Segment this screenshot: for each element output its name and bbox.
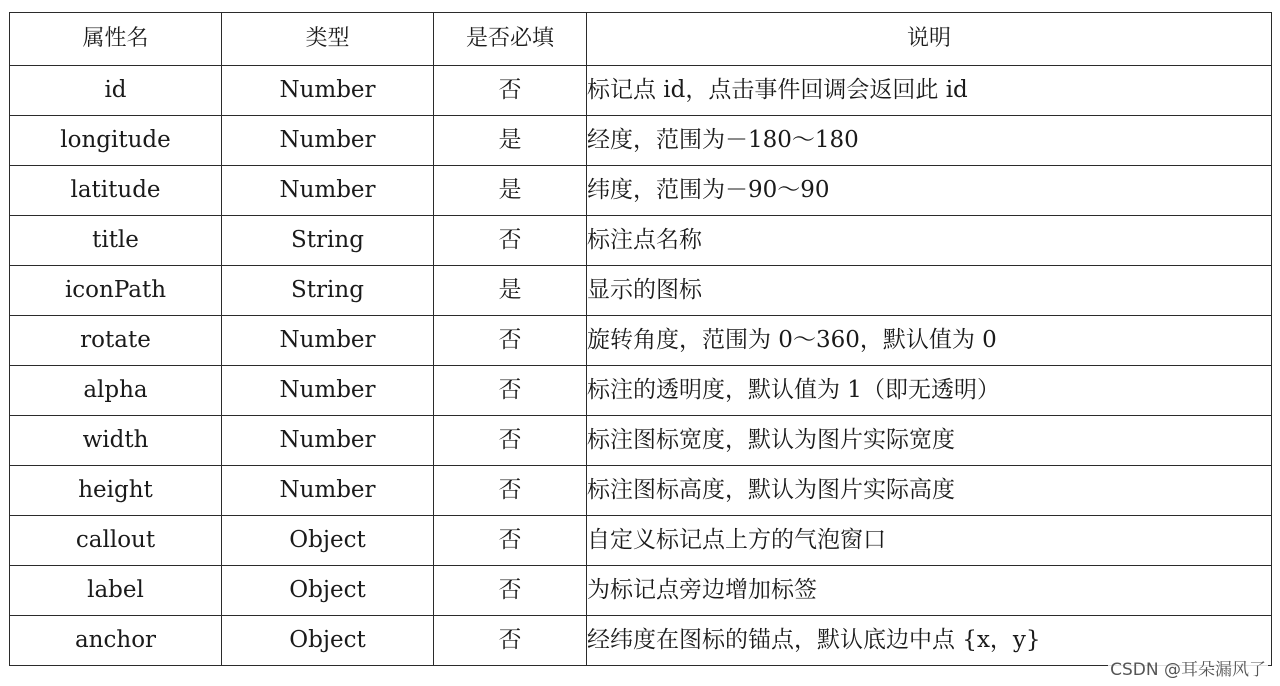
cell-required: 否 — [434, 566, 587, 616]
table-row — [10, 516, 1272, 566]
cell-attribute-name: width — [10, 416, 222, 466]
table-row — [10, 216, 1272, 266]
cell-attribute-name: id — [10, 66, 222, 116]
cell-attribute-name: iconPath — [10, 266, 222, 316]
cell-type: Number — [222, 416, 434, 466]
attribute-table — [9, 12, 1272, 666]
cell-attribute-name: height — [10, 466, 222, 516]
table-row — [10, 166, 1272, 216]
cell-description: 纬度，范围为－90～90 — [587, 166, 1272, 216]
cell-type: Number — [222, 466, 434, 516]
cell-required: 否 — [434, 216, 587, 266]
cell-attribute-name: anchor — [10, 616, 222, 666]
cell-description: 经度，范围为－180～180 — [587, 116, 1272, 166]
cell-type: Object — [222, 616, 434, 666]
cell-description: 为标记点旁边增加标签 — [587, 566, 1272, 616]
cell-required: 否 — [434, 616, 587, 666]
table-row — [10, 566, 1272, 616]
header-description: 说明 — [587, 13, 1272, 66]
table-row — [10, 416, 1272, 466]
table-body — [10, 66, 1272, 666]
cell-type: String — [222, 266, 434, 316]
watermark: CSDN @耳朵漏风了 — [1108, 655, 1268, 680]
cell-description: 标注的透明度，默认值为 1（即无透明） — [587, 366, 1272, 416]
cell-attribute-name: callout — [10, 516, 222, 566]
cell-description: 自定义标记点上方的气泡窗口 — [587, 516, 1272, 566]
table-row — [10, 316, 1272, 366]
cell-type: Number — [222, 166, 434, 216]
cell-attribute-name: label — [10, 566, 222, 616]
cell-attribute-name: alpha — [10, 366, 222, 416]
table-row — [10, 466, 1272, 516]
table-row — [10, 616, 1272, 666]
cell-type: Object — [222, 516, 434, 566]
cell-required: 否 — [434, 316, 587, 366]
cell-required: 是 — [434, 166, 587, 216]
cell-description: 标注图标高度，默认为图片实际高度 — [587, 466, 1272, 516]
cell-type: String — [222, 216, 434, 266]
table-row — [10, 116, 1272, 166]
cell-required: 否 — [434, 66, 587, 116]
header-type: 类型 — [222, 13, 434, 66]
cell-required: 否 — [434, 466, 587, 516]
cell-attribute-name: latitude — [10, 166, 222, 216]
cell-type: Number — [222, 116, 434, 166]
cell-description: 旋转角度，范围为 0～360，默认值为 0 — [587, 316, 1272, 366]
cell-required: 否 — [434, 416, 587, 466]
cell-description: 标注点名称 — [587, 216, 1272, 266]
cell-required: 否 — [434, 366, 587, 416]
cell-type: Number — [222, 366, 434, 416]
cell-attribute-name: longitude — [10, 116, 222, 166]
cell-required: 是 — [434, 266, 587, 316]
table-row — [10, 66, 1272, 116]
cell-type: Number — [222, 316, 434, 366]
cell-attribute-name: title — [10, 216, 222, 266]
cell-required: 否 — [434, 516, 587, 566]
table-row — [10, 266, 1272, 316]
cell-description: 经纬度在图标的锚点，默认底边中点 {x，y} — [587, 616, 1272, 666]
table-header-row — [10, 13, 1272, 66]
cell-type: Object — [222, 566, 434, 616]
cell-attribute-name: rotate — [10, 316, 222, 366]
table-row — [10, 366, 1272, 416]
header-required: 是否必填 — [434, 13, 587, 66]
header-attribute-name: 属性名 — [10, 13, 222, 66]
cell-description: 标记点 id，点击事件回调会返回此 id — [587, 66, 1272, 116]
attribute-table-container — [9, 12, 1271, 666]
cell-required: 是 — [434, 116, 587, 166]
cell-description: 显示的图标 — [587, 266, 1272, 316]
cell-description: 标注图标宽度，默认为图片实际宽度 — [587, 416, 1272, 466]
cell-type: Number — [222, 66, 434, 116]
